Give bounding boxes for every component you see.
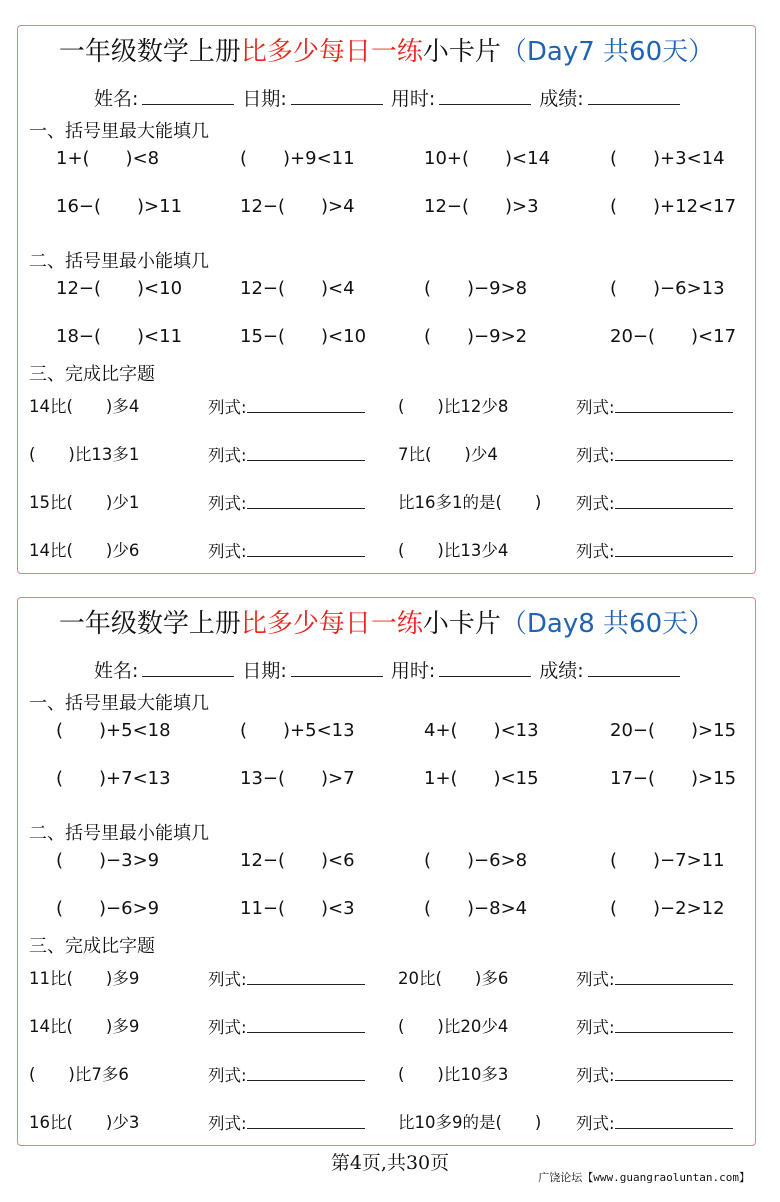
formula-answer-line[interactable] [247, 443, 365, 461]
problem: 11−( )<3 [240, 898, 355, 919]
formula-answer-line[interactable] [247, 1015, 365, 1033]
formula [576, 491, 733, 516]
problem-row [18, 195, 755, 219]
formula-label: 列式: [208, 398, 247, 417]
problem: 1+( )<8 [56, 148, 160, 169]
problem: ( )+12<17 [610, 196, 737, 217]
formula [576, 539, 733, 564]
formula-answer-line[interactable] [615, 1015, 733, 1033]
score-blank-field[interactable] [588, 658, 680, 677]
word-problem-row [18, 1063, 755, 1087]
info-line [94, 86, 688, 111]
date-blank-field[interactable] [291, 658, 383, 677]
problem: ( )−6>13 [610, 278, 725, 299]
problem: ( )−8>4 [424, 898, 528, 919]
formula [208, 967, 365, 992]
problem: ( )+3<14 [610, 148, 725, 169]
problem: 12−( )<10 [56, 278, 183, 299]
section-heading: 三、完成比字题 [29, 936, 155, 957]
word-problem: ( )比7多6 [29, 1065, 129, 1084]
title-day: （Day7 共60天） [500, 37, 715, 67]
problem: ( )−6>8 [424, 850, 528, 871]
problem: ( )−2>12 [610, 898, 725, 919]
info-label-score: 成绩: [539, 88, 584, 110]
word-problem-row [18, 491, 755, 515]
time-blank-field[interactable] [439, 86, 531, 105]
problem: ( )−9>8 [424, 278, 528, 299]
word-problem: 11比( )多9 [29, 969, 140, 988]
formula-label: 列式: [576, 494, 615, 513]
formula-label: 列式: [208, 542, 247, 561]
problem: ( )+7<13 [56, 768, 171, 789]
problem-row [18, 325, 755, 349]
title-highlight: 比多少每日一练 [240, 37, 423, 67]
formula-answer-line[interactable] [615, 1063, 733, 1081]
info-label-score: 成绩: [539, 660, 584, 682]
word-problem: 16比( )少3 [29, 1113, 140, 1132]
problem: 15−( )<10 [240, 326, 367, 347]
time-blank-field[interactable] [439, 658, 531, 677]
word-problem: ( )比13少4 [398, 541, 509, 560]
problem: 20−( )>15 [610, 720, 737, 741]
info-item-score [539, 658, 679, 683]
problem: 10+( )<14 [424, 148, 551, 169]
card-title [18, 36, 755, 68]
info-label-time: 用时: [390, 660, 436, 682]
formula-label: 列式: [208, 446, 247, 465]
title-day: （Day8 共60天） [500, 609, 715, 639]
formula [576, 1111, 733, 1136]
info-label-time: 用时: [390, 88, 436, 110]
formula-label: 列式: [208, 970, 247, 989]
problem-row [18, 147, 755, 171]
formula-label: 列式: [576, 1114, 615, 1133]
info-item-date [242, 658, 382, 683]
problem: 12−( )<4 [240, 278, 355, 299]
info-item-name [94, 86, 234, 111]
word-problem: 14比( )多4 [29, 397, 140, 416]
word-problem: ( )比10多3 [398, 1065, 509, 1084]
section-heading: 一、括号里最大能填几 [29, 121, 209, 142]
watermark-text: 广饶论坛【www.guangraoluntan.com】 [538, 1171, 750, 1184]
problem-row [18, 767, 755, 791]
word-problem-row [18, 1015, 755, 1039]
formula-label: 列式: [208, 494, 247, 513]
formula-answer-line[interactable] [247, 491, 365, 509]
title-highlight: 比多少每日一练 [240, 609, 423, 639]
name-blank-field[interactable] [142, 86, 234, 105]
word-problem: 14比( )多9 [29, 1017, 140, 1036]
formula [576, 967, 733, 992]
formula-label: 列式: [208, 1018, 247, 1037]
info-item-score [539, 86, 679, 111]
word-problem-row [18, 539, 755, 563]
formula [576, 1015, 733, 1040]
formula-answer-line[interactable] [615, 967, 733, 985]
formula-answer-line[interactable] [615, 395, 733, 413]
word-problem: ( )比20少4 [398, 1017, 509, 1036]
word-problem: ( )比13多1 [29, 445, 140, 464]
word-problem: 14比( )少6 [29, 541, 140, 560]
info-item-time [391, 658, 531, 683]
problem: ( )+9<11 [240, 148, 355, 169]
problem-row [18, 897, 755, 921]
problem: ( )+5<18 [56, 720, 171, 741]
formula-answer-line[interactable] [615, 1111, 733, 1129]
formula-answer-line[interactable] [247, 1111, 365, 1129]
formula-answer-line[interactable] [247, 539, 365, 557]
problem: ( )−6>9 [56, 898, 160, 919]
practice-card [17, 25, 756, 574]
info-label-date: 日期: [242, 88, 287, 110]
title-part: 小卡片 [422, 609, 501, 639]
formula-answer-line[interactable] [247, 395, 365, 413]
formula-answer-line[interactable] [615, 443, 733, 461]
formula-label: 列式: [576, 1066, 615, 1085]
problem: 18−( )<11 [56, 326, 183, 347]
formula-label: 列式: [576, 542, 615, 561]
problem: 12−( )>4 [240, 196, 355, 217]
problem-row [18, 719, 755, 743]
problem: 17−( )>15 [610, 768, 737, 789]
title-part: 一年级数学上册 [58, 37, 241, 67]
problem: ( )+5<13 [240, 720, 355, 741]
word-problem: ( )比12少8 [398, 397, 509, 416]
info-label-date: 日期: [242, 660, 287, 682]
section-heading: 二、括号里最小能填几 [29, 823, 209, 844]
title-part: 小卡片 [422, 37, 501, 67]
formula [208, 395, 365, 420]
formula-label: 列式: [576, 970, 615, 989]
word-problem-row [18, 967, 755, 991]
name-blank-field[interactable] [142, 658, 234, 677]
problem: 13−( )>7 [240, 768, 355, 789]
problem: 16−( )>11 [56, 196, 183, 217]
formula-label: 列式: [208, 1066, 247, 1085]
formula-answer-line[interactable] [615, 491, 733, 509]
formula-label: 列式: [576, 398, 615, 417]
word-problem: 比16多1的是( ) [398, 493, 542, 512]
word-problem: 15比( )少1 [29, 493, 140, 512]
title-part: 一年级数学上册 [58, 609, 241, 639]
problem: ( )−9>2 [424, 326, 528, 347]
problem: ( )−3>9 [56, 850, 160, 871]
formula [208, 1063, 365, 1088]
formula-answer-line[interactable] [615, 539, 733, 557]
page-number: 第4页,共30页 [330, 1152, 450, 1174]
problem: 4+( )<13 [424, 720, 539, 741]
formula [208, 443, 365, 468]
formula-label: 列式: [208, 1114, 247, 1133]
section-heading: 一、括号里最大能填几 [29, 693, 209, 714]
problem: 1+( )<15 [424, 768, 539, 789]
formula [208, 1111, 365, 1136]
info-line [94, 658, 688, 683]
section-heading: 三、完成比字题 [29, 364, 155, 385]
formula-label: 列式: [576, 446, 615, 465]
date-blank-field[interactable] [291, 86, 383, 105]
word-problem-row [18, 395, 755, 419]
info-item-name [94, 658, 234, 683]
card-title [18, 608, 755, 640]
formula-answer-line[interactable] [247, 967, 365, 985]
formula [576, 1063, 733, 1088]
section-heading: 二、括号里最小能填几 [29, 251, 209, 272]
info-label-name: 姓名: [94, 660, 139, 682]
score-blank-field[interactable] [588, 86, 680, 105]
formula [576, 443, 733, 468]
info-item-time [391, 86, 531, 111]
problem: 20−( )<17 [610, 326, 737, 347]
formula-label: 列式: [576, 1018, 615, 1037]
word-problem: 比10多9的是( ) [398, 1113, 542, 1132]
word-problem-row [18, 1111, 755, 1135]
problem-row [18, 849, 755, 873]
info-item-date [242, 86, 382, 111]
formula [208, 1015, 365, 1040]
problem-row [18, 277, 755, 301]
practice-card [17, 597, 756, 1146]
info-label-name: 姓名: [94, 88, 139, 110]
word-problem: 20比( )多6 [398, 969, 509, 988]
word-problem: 7比( )少4 [398, 445, 498, 464]
formula-answer-line[interactable] [247, 1063, 365, 1081]
word-problem-row [18, 443, 755, 467]
formula [208, 539, 365, 564]
formula [576, 395, 733, 420]
problem: 12−( )>3 [424, 196, 539, 217]
formula [208, 491, 365, 516]
problem: ( )−7>11 [610, 850, 725, 871]
problem: 12−( )<6 [240, 850, 355, 871]
